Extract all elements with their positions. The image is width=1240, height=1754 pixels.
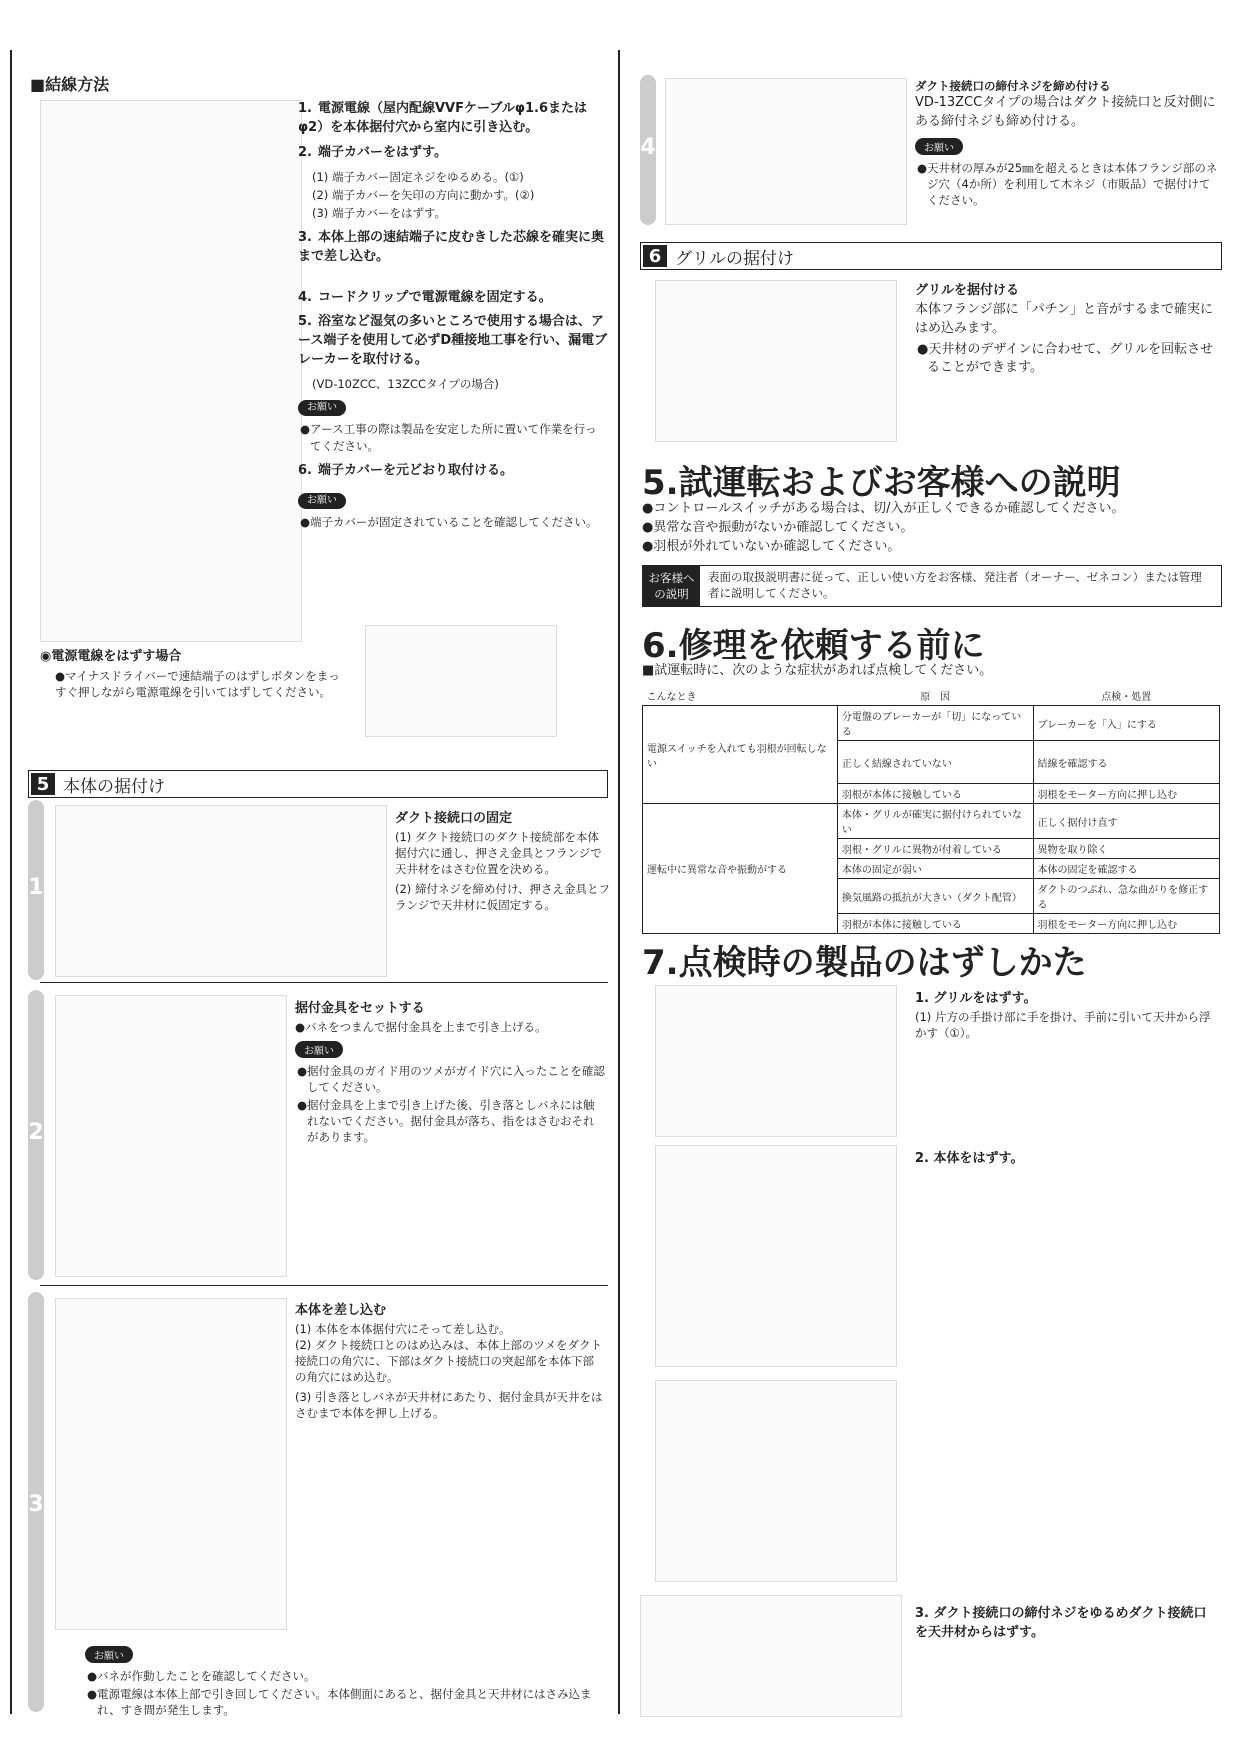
grill-text: グリルを据付ける 本体フランジ部に「パチン」と音がするまで確実にはめ込みます。 ●天井材のデザインに合わせて、グリルを回転させることができます。 [915, 283, 1214, 376]
r2-text: 2. 本体をはずす。 [915, 1151, 1024, 1166]
table-row: 正しく結線されていない 結線を確認する [643, 741, 1220, 784]
h5-items: ●コントロールスイッチがある場合は、切/入が正しくできるか確認してください。 ●異常な音や振動がないか確認してください。 ●羽根が外れていないか確認してください。 [642, 501, 1125, 554]
heading-7: 7.点検時の製品のはずしかた [642, 943, 1087, 983]
step-2-sub: (1) 端子カバー固定ネジをゆるめる。(①) [312, 169, 524, 184]
table-row: 換気風路の抵抗が大きい（ダクト配管） ダクトのつぶれ、急な曲がりを修正する [643, 879, 1220, 914]
step-6: 6. 端子カバーを元どおり取付ける。 [298, 462, 514, 478]
r3-text: 3. ダクト接続口の締付ネジをゆるめダクト接続口を天井材からはずす。 [915, 1606, 1207, 1640]
steps-illustration [640, 1595, 902, 1717]
section-title: 本体の据付け [63, 776, 165, 797]
column-divider [618, 50, 620, 1714]
note: ●アース工事の際は製品を安定した所に置いて作業を行ってください。 [300, 422, 597, 453]
bracket-illustration [55, 995, 287, 1277]
driver-illustration [365, 625, 557, 737]
insert-illustration [55, 1298, 287, 1630]
left-margin-rule [10, 50, 12, 1714]
step-bar: 4 [640, 75, 656, 225]
h6-sub: ■試運転時に、次のような症状があれば点検してください。 [642, 663, 993, 678]
onegai-badge: お願い [298, 493, 346, 510]
step4-text: ダクト接続口の締付ネジを締め付ける VD-13ZCCタイプの場合はダクト接続口と反対側にある締付ネジも締め付ける。 お願い ●天井材の厚みが25㎜を超えるときは本体フランジ部のネジ穴（4か所）を利用して木ネジ（市販品）で据付けてください。 [915, 79, 1218, 207]
table-row: 本体の固定が弱い 本体の固定を確認する [643, 859, 1220, 879]
remove-body-illustration [655, 1145, 897, 1367]
step5-1-text: ダクト接続口の固定 (1) ダクト接続口のダクト接続部を本体据付穴に通し、押さえ金具とフランジで天井材をはさむ位置を決める。 (2) 締付ネジを締め付け、押さえ金具とフランジで天井材に仮固定する。 [395, 811, 610, 913]
section-number: 5 [31, 773, 55, 795]
step-bar: 3 [28, 1292, 44, 1712]
wiring-steps [298, 100, 608, 532]
step-2-sub: (3) 端子カバーをはずす。 [312, 205, 447, 220]
duct-illustration [55, 805, 387, 977]
table-row: 運転中に異常な音や振動がする 本体・グリルが確実に据付けられていない 正しく据付け直す [643, 804, 1220, 839]
step-bar: 1 [28, 800, 44, 980]
remove-text: ●マイナスドライバーで速結端子のはずしボタンをまっすぐ押しながら電源電線を引いてはずしてください。 [55, 669, 340, 700]
trouble-table: こんなとき 原 因 点検・処置 電源スイッチを入れても羽根が回転しない 分電盤のブレーカーが「切」になっている ブレーカーを「入」にする 正しく結線されていない 結線を確認する 羽根が本体に接触している 羽根をモーター方向に押し込む 運転中に異常な音や振動がする 本体・グリルが確実に据付けられていない 正しく据付け直す 羽根・グリルに異物が付着している 異物を取り除く 本体の固定が弱い 本体の固定を確認する 換気風路の抵抗が大きい（ダクト配管） ダクトのつぶれ、急な曲がりを修正する 羽根が本体に接触している 羽根をモーター方向に押し込む [642, 686, 1220, 934]
step5-3-text: 本体を差し込む (1) 本体を本体据付穴にそって差し込む。 (2) ダクト接続口とのはめ込みは、本体上部のツメをダクト接続口の角穴に、下部はダクト接続口の突起部を本体下部の角穴にはめ込む。 (3) 引き落としバネが天井材にあたり、据付金具が天井をはさむまで本体を押し上げる。 [295, 1303, 603, 1421]
onegai-badge: お願い [298, 400, 346, 417]
heading-5: 5.試運転およびお客様への説明 [642, 463, 1121, 503]
bottom-notes: お願い ●バネが作動したことを確認してください。 ●電源電線は本体上部で引き回してください。本体側面にあると、据付金具と天井材にはさみ込まれ、すき間が発生します。 [85, 1640, 605, 1720]
r1-text: 1. グリルをはずす。 (1) 片方の手掛け部に手を掛け、手前に引いて天井から浮かす（①）。 [915, 991, 1211, 1040]
grill-illustration [655, 280, 897, 442]
wiring-title: ■結線方法 [30, 75, 110, 94]
table-row: 羽根が本体に接触している 羽根をモーター方向に押し込む [643, 784, 1220, 804]
heading-6: 6.修理を依頼する前に [642, 626, 985, 666]
remove-grill-illustration [655, 985, 897, 1137]
step5-2-text: 据付金具をセットする ●バネをつまんで据付金具を上まで引き上げる。 お願い ●据付金具のガイド用のツメがガイド穴に入ったことを確認してください。 ●据付金具を上まで引き上げた後、引き落としバネには触れないでください。据付金具が落ち、指をはさむおそれがあります。 [295, 1001, 605, 1145]
table-row: 羽根・グリルに異物が付着している 異物を取り除く [643, 839, 1220, 859]
remove-title: ◉電源電線をはずす場合 [40, 649, 182, 664]
screw-illustration [665, 78, 907, 225]
note: ●端子カバーが固定されていることを確認してください。 [300, 515, 598, 529]
step-4: 4. コードクリップで電源電線を固定する。 [298, 289, 552, 305]
step-5-note: (VD-10ZCC、13ZCCタイプの場合) [312, 376, 499, 391]
table-row: 電源スイッチを入れても羽根が回転しない 分電盤のブレーカーが「切」になっている ブレーカーを「入」にする [643, 706, 1220, 741]
step-1: 1. 電源電線（屋内配線VVFケーブルφ1.6またはφ2）を本体据付穴から室内に引き込む。 [298, 101, 588, 135]
step-bar: 2 [28, 990, 44, 1280]
wiring-illustration [40, 100, 302, 642]
remove-body-illustration-2 [655, 1380, 897, 1582]
section-6-header: 6 グリルの据付け [640, 242, 1222, 270]
step-2-sub: (2) 端子カバーを矢印の方向に動かす。(②) [312, 187, 535, 202]
h5-box: お客様への説明 表面の取扱説明書に従って、正しい使い方をお客様、発注者（オーナー、ゼネコン）または管理者に説明してください。 [642, 565, 1222, 607]
table-row: 羽根が本体に接触している 羽根をモーター方向に押し込む [643, 914, 1220, 934]
step-2: 2. 端子カバーをはずす。 [298, 144, 447, 160]
step-3: 3. 本体上部の速結端子に皮むきした芯線を確実に奥まで差し込む。 [298, 229, 605, 264]
section-5-header [28, 770, 608, 798]
step-5: 5. 浴室など湿気の多いところで使用する場合は、アース端子を使用して必ずD種接地工事を行い、漏電ブレーカーを取付ける。 [298, 314, 608, 368]
